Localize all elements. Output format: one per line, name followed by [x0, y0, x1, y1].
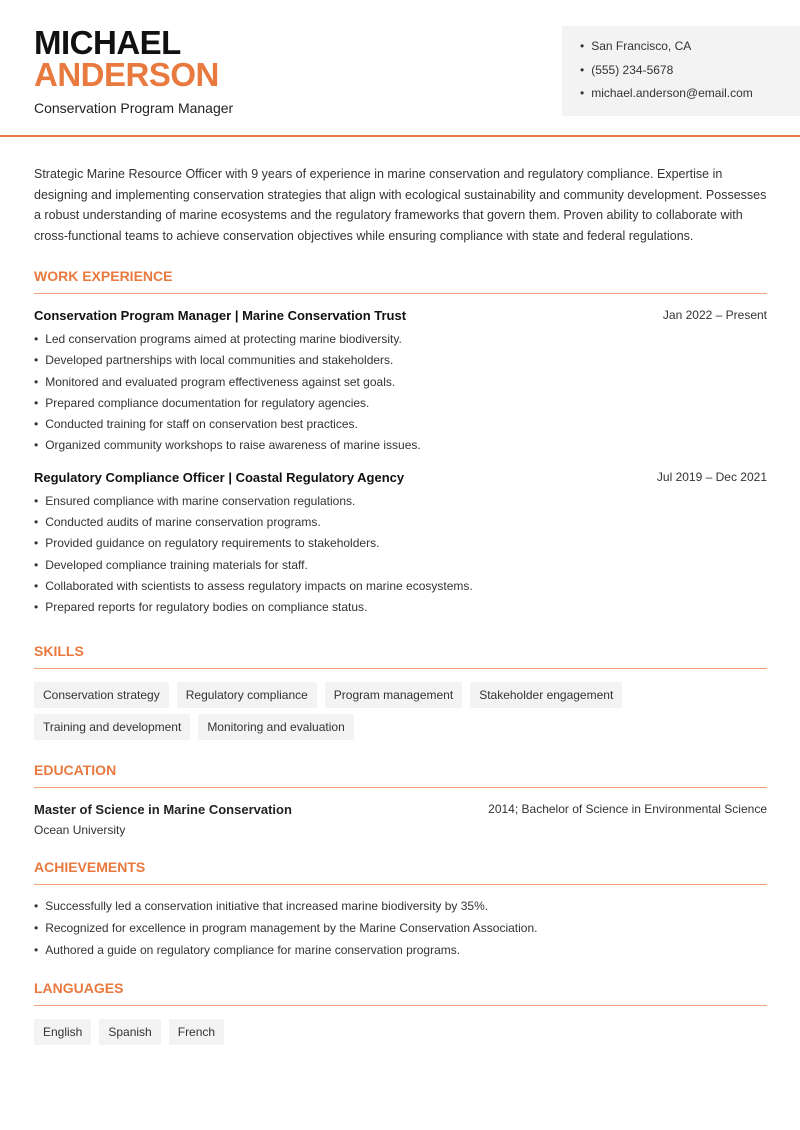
first-name: MICHAEL	[34, 24, 181, 61]
summary: Strategic Marine Resource Officer with 9 years of experience in marine conservation and regulatory compliance. Expertise in designing and implementing conservation strategies that align with ecological sustainability and community development. Possesses a robust understanding of marine ecosystems and the regulatory frameworks that govern them. Proven ability to collaborate with cross-functional teams to achieve conservation objectives while ensuring compliance with state and federal regulations.	[34, 167, 767, 243]
contact-box	[562, 26, 800, 116]
section-heading: SKILLS	[34, 643, 767, 669]
language-tag: English	[34, 1019, 91, 1045]
last-name: ANDERSON	[34, 56, 219, 93]
job-bullet: • Collaborated with scientists to assess regulatory impacts on marine ecosystems.	[34, 578, 767, 599]
languages-section	[34, 980, 767, 1045]
job-title: Conservation Program Manager	[34, 100, 234, 116]
degree: Master of Science in Marine Conservation	[34, 801, 292, 817]
skill-tag: Regulatory compliance	[177, 682, 317, 708]
language-tag: French	[169, 1019, 224, 1045]
job-bullet: • Developed partnerships with local communities and stakeholders.	[34, 352, 767, 373]
section-heading: EDUCATION	[34, 762, 767, 788]
section-heading: LANGUAGES	[34, 980, 767, 1006]
job-entry	[34, 308, 767, 459]
job-bullet: • Provided guidance on regulatory requirements to stakeholders.	[34, 535, 767, 556]
contact-location: • San Francisco, CA	[580, 38, 800, 62]
job-role: Conservation Program Manager | Marine Conservation Trust	[34, 308, 407, 323]
job-bullet: • Monitored and evaluated program effectiveness against set goals.	[34, 374, 767, 395]
education-details: 2014; Bachelor of Science in Environmental Science	[488, 801, 767, 816]
section-heading: ACHIEVEMENTS	[34, 859, 767, 885]
achievement-item: • Authored a guide on regulatory compliance for marine conservation programs.	[34, 942, 767, 964]
job-bullet: • Organized community workshops to raise awareness of marine issues.	[34, 437, 767, 458]
skill-tag: Conservation strategy	[34, 682, 169, 708]
skills-section	[34, 643, 767, 740]
language-tag: Spanish	[99, 1019, 160, 1045]
job-bullet: • Led conservation programs aimed at protecting marine biodiversity.	[34, 331, 767, 352]
job-bullet: • Conducted training for staff on conservation best practices.	[34, 416, 767, 437]
job-bullet: • Prepared reports for regulatory bodies on compliance status.	[34, 599, 767, 620]
job-bullet: • Conducted audits of marine conservation programs.	[34, 514, 767, 535]
job-bullet: • Prepared compliance documentation for regulatory agencies.	[34, 395, 767, 416]
skill-tag: Training and development	[34, 714, 190, 740]
resume-header	[0, 0, 800, 137]
achievement-item: • Recognized for excellence in program management by the Marine Conservation Association.	[34, 920, 767, 942]
skill-tag: Stakeholder engagement	[470, 682, 622, 708]
skill-tag: Monitoring and evaluation	[198, 714, 353, 740]
school: Ocean University	[34, 822, 126, 837]
job-dates: Jan 2022 – Present	[662, 308, 767, 322]
achievements-section	[34, 859, 767, 964]
job-bullet: • Ensured compliance with marine conservation regulations.	[34, 493, 767, 514]
education-section	[34, 762, 767, 837]
job-role: Regulatory Compliance Officer | Coastal Regulatory Agency	[34, 469, 405, 485]
achievement-item: • Successfully led a conservation initiative that increased marine biodiversity by 35%.	[34, 898, 767, 920]
contact-email[interactable]: • michael.anderson@email.com	[580, 85, 800, 109]
job-entry	[34, 470, 767, 621]
skill-tag: Program management	[325, 682, 462, 708]
work-experience-section	[34, 268, 767, 621]
job-bullet: • Developed compliance training materials for staff.	[34, 557, 767, 578]
section-heading: WORK EXPERIENCE	[34, 268, 767, 294]
contact-phone: • (555) 234-5678	[580, 62, 800, 86]
job-dates: Jul 2019 – Dec 2021	[656, 469, 767, 484]
